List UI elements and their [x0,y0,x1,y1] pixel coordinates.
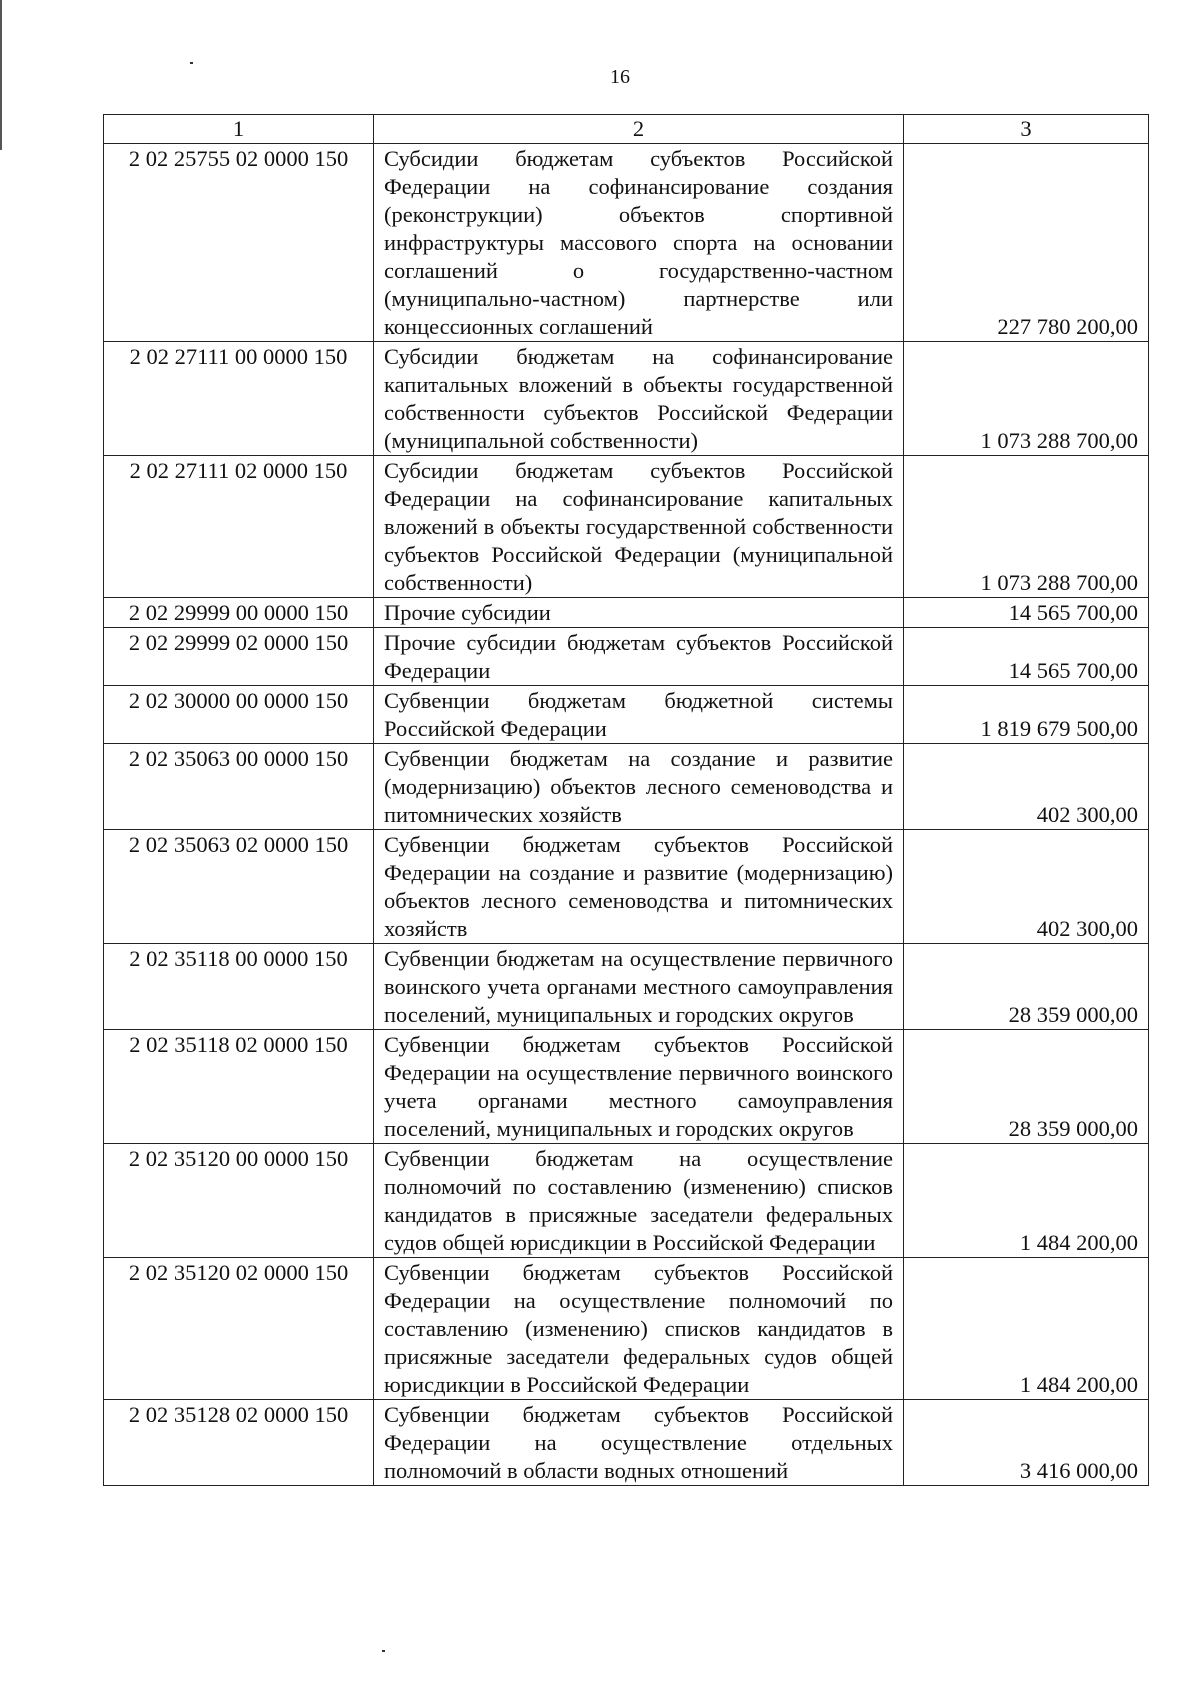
budget-amount-cell [904,456,1149,598]
budget-code: 2 02 35063 00 0000 150 [104,744,374,830]
budget-code: 2 02 35120 00 0000 150 [104,1144,374,1258]
budget-amount: 402 300,00 [1036,916,1138,941]
column-header-description: 2 [374,115,904,144]
budget-amount: 402 300,00 [1036,802,1138,827]
table-row [104,744,1149,830]
budget-amount: 3 416 000,00 [1019,1458,1138,1483]
budget-code: 2 02 29999 02 0000 150 [104,628,374,686]
budget-code: 2 02 29999 00 0000 150 [104,598,374,628]
table-row [104,1258,1149,1400]
table-row [104,598,1149,628]
budget-amount-cell [904,1258,1149,1400]
budget-description: Субвенции бюджетам на осуществление первичного воинского учета органами местного самоуправления поселений, муниципальных и городских округов [374,944,904,1030]
budget-amount: 227 780 200,00 [997,314,1138,339]
budget-description: Субвенции бюджетам на создание и развитие (модернизацию) объектов лесного семеноводства и питомнических хозяйств [374,744,904,830]
budget-amount-cell [904,1144,1149,1258]
table-row [104,686,1149,744]
header-row [104,115,1149,144]
budget-code: 2 02 35118 00 0000 150 [104,944,374,1030]
budget-description: Субвенции бюджетам субъектов Российской Федерации на создание и развитие (модернизацию) объектов лесного семеноводства и питомнических хозяйств [374,830,904,944]
budget-code: 2 02 35118 02 0000 150 [104,1030,374,1144]
column-header-amount: 3 [904,115,1149,144]
budget-description: Субсидии бюджетам субъектов Российской Федерации на софинансирование создания (реконструкции) объектов спортивной инфраструктуры массового спорта на основании соглашений о государственно-частном (муниципально-частном) партнерстве или концессионных соглашений [374,144,904,342]
budget-code: 2 02 35128 02 0000 150 [104,1400,374,1486]
column-header-code: 1 [104,115,374,144]
budget-amount: 14 565 700,00 [1008,600,1138,625]
budget-description: Субсидии бюджетам субъектов Российской Федерации на софинансирование капитальных вложений в объекты государственной собственности субъектов Российской Федерации (муниципальной собственности) [374,456,904,598]
budget-code: 2 02 27111 00 0000 150 [104,342,374,456]
budget-amount: 28 359 000,00 [1008,1116,1138,1141]
budget-code: 2 02 27111 02 0000 150 [104,456,374,598]
budget-amount-cell [904,830,1149,944]
scan-speck [190,62,193,64]
budget-code: 2 02 30000 00 0000 150 [104,686,374,744]
budget-code: 2 02 35120 02 0000 150 [104,1258,374,1400]
budget-code: 2 02 25755 02 0000 150 [104,144,374,342]
budget-description: Субвенции бюджетам бюджетной системы Российской Федерации [374,686,904,744]
budget-amount-cell [904,144,1149,342]
budget-description: Субвенции бюджетам субъектов Российской Федерации на осуществление полномочий по составлению (изменению) списков кандидатов в присяжные заседатели федеральных судов общей юрисдикции в Российской Федерации [374,1258,904,1400]
budget-description: Прочие субсидии [374,598,904,628]
budget-amount: 1 484 200,00 [1019,1372,1138,1397]
table-row [104,1144,1149,1258]
budget-amount-cell [904,1030,1149,1144]
table-row [104,144,1149,342]
budget-amount-cell [904,598,1149,628]
budget-amount: 1 484 200,00 [1019,1230,1138,1255]
budget-amount: 1 819 679 500,00 [980,716,1138,741]
table-row [104,628,1149,686]
table-row [104,944,1149,1030]
table-row [104,1030,1149,1144]
table-row [104,342,1149,456]
table-row [104,830,1149,944]
budget-amount: 1 073 288 700,00 [980,570,1138,595]
budget-code: 2 02 35063 02 0000 150 [104,830,374,944]
budget-amount: 28 359 000,00 [1008,1002,1138,1027]
budget-description: Субвенции бюджетам субъектов Российской Федерации на осуществление первичного воинского учета органами местного самоуправления поселений, муниципальных и городских округов [374,1030,904,1144]
scan-speck [382,1650,385,1652]
budget-amount-cell [904,686,1149,744]
budget-amount: 1 073 288 700,00 [980,428,1138,453]
table-row [104,1400,1149,1486]
budget-description: Субсидии бюджетам на софинансирование капитальных вложений в объекты государственной собственности субъектов Российской Федерации (муниципальной собственности) [374,342,904,456]
budget-amount-cell [904,1400,1149,1486]
budget-description: Субвенции бюджетам на осуществление полномочий по составлению (изменению) списков кандидатов в присяжные заседатели федеральных судов общей юрисдикции в Российской Федерации [374,1144,904,1258]
budget-amount-cell [904,628,1149,686]
budget-amount-cell [904,744,1149,830]
budget-amount-cell [904,342,1149,456]
budget-amount: 14 565 700,00 [1008,658,1138,683]
budget-description: Субвенции бюджетам субъектов Российской Федерации на осуществление отдельных полномочий в области водных отношений [374,1400,904,1486]
budget-revenue-table [103,114,1149,1486]
budget-amount-cell [904,944,1149,1030]
budget-description: Прочие субсидии бюджетам субъектов Российской Федерации [374,628,904,686]
page-number: 16 [610,66,630,88]
table-row [104,456,1149,598]
